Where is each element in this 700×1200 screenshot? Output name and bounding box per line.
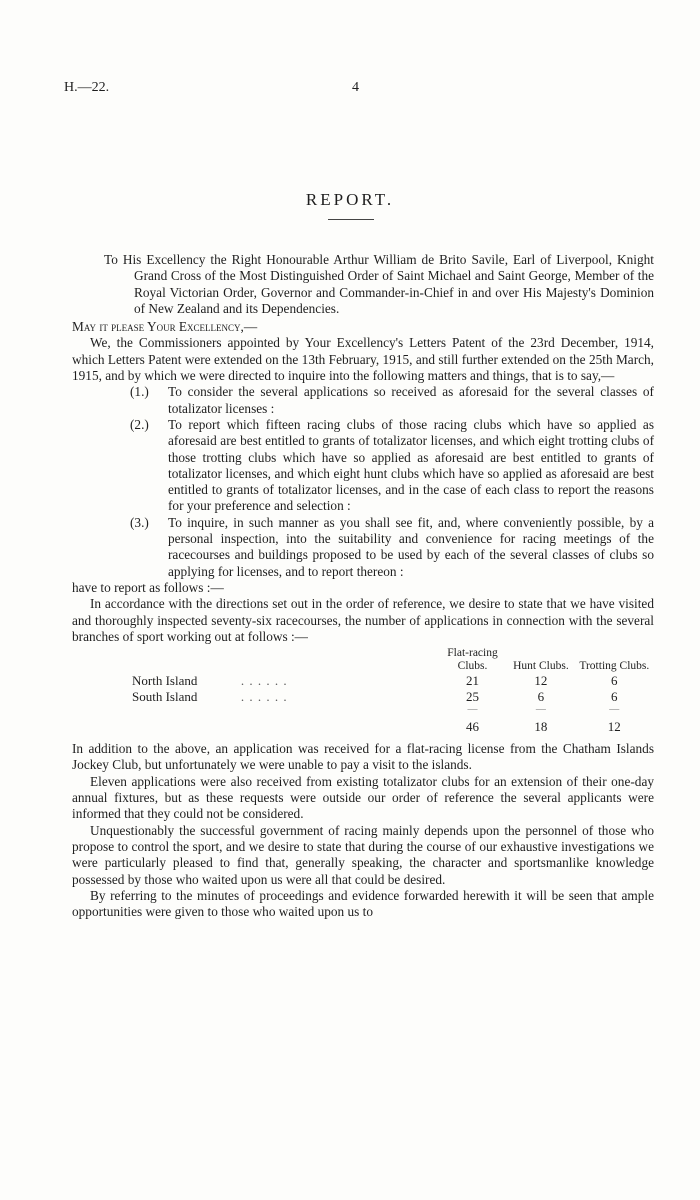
intro-paragraph: We, the Commissioners appointed by Your Excellency's Letters Patent of the 23rd December, 1914, which Letters Patent were extended on the 13th February, 1915, and still further extended on the 25th March, 1915, and by which we were directed to inquire into the following matters and things, that is to say,— <box>72 335 654 384</box>
list-item-number: (2.) <box>130 416 149 432</box>
address-paragraph: To His Excellency the Right Honourable Arthur William de Brito Savile, Earl of Liverpool, Knight Grand Cross of the Most Distinguished Order of Saint Michael and Saint George, Member of the Royal Victorian Order, Governor and Commander-in-Chief in and over His Majesty's Dominion of New Zealand and its Dependencies. <box>104 252 654 316</box>
table-row <box>132 689 654 705</box>
total-trotting: 12 <box>607 719 621 735</box>
leader-dots: . . . . . . <box>240 689 288 705</box>
title-rule <box>328 219 374 220</box>
unquestionably-paragraph: Unquestionably the successful government of racing mainly depends upon the personnel of those who propose to control the sport, and we desire to state that during the course of our exhaustive investigations we were particularly pleased to find that, generally speaking, the character and sportsmanlike knowledge possessed by those who waited upon us were all that could be desired. <box>72 822 654 887</box>
page-number: 4 <box>352 80 359 95</box>
report-body <box>72 252 654 920</box>
header-hunt: Hunt Clubs. <box>513 660 569 673</box>
referring-paragraph: By referring to the minutes of proceedings and evidence forwarded herewith it will be seen that ample opportunities were given to those who waited upon us to <box>72 887 654 920</box>
report-follows: have to report as follows :— <box>72 579 224 595</box>
row-label: South Island <box>132 689 198 705</box>
page-reference: H.—22. <box>64 80 110 95</box>
header-trotting: Trotting Clubs. <box>579 660 650 673</box>
total-flat-racing: 46 <box>466 719 480 735</box>
cell-flat-racing: 21 <box>466 673 480 689</box>
table-row <box>132 673 654 689</box>
leader-dots: . . . . . . <box>240 673 288 689</box>
list-item-text: To consider the several applications so received as aforesaid for the several classes of totalizator licenses : <box>168 384 654 416</box>
list-item-text: To report which fifteen racing clubs of those racing clubs which have so applied as aforesaid are best entitled to grants of totalizator licenses, and which eight trotting clubs of those trotting clubs which have so applied as aforesaid are best entitled to grants of totalizator licenses, and which eight hunt clubs which have so applied as aforesaid are best entitled to grants of totalizator licenses, and in the case of each class to report the reasons for your preference and selection : <box>168 416 654 514</box>
row-label: North Island <box>132 673 198 689</box>
cell-flat-racing: 25 <box>466 689 480 705</box>
report-title: REPORT. <box>305 190 395 209</box>
list-item <box>130 384 654 417</box>
table-sum-rule: — — — <box>467 704 620 716</box>
list-item <box>130 417 654 515</box>
cell-hunt: 6 <box>537 689 545 705</box>
eleven-applications-paragraph: Eleven applications were also received from existing totalizator clubs for an extension of their one-day annual fixtures, but as these requests were outside our order of reference the several applicants were informed that they could not be considered. <box>72 773 654 822</box>
cell-trotting: 6 <box>611 689 618 705</box>
cell-hunt: 12 <box>534 673 548 689</box>
accordance-paragraph: In accordance with the directions set out in the order of reference, we desire to state that we have visited and thoroughly inspected seventy-six racecourses, the number of applications in connection with the several branches of sport working out at follows :— <box>72 596 654 644</box>
salutation: May it please Your Excellency,— <box>72 319 258 335</box>
header-flat-racing: Flat-racing Clubs. <box>447 647 498 673</box>
total-hunt: 18 <box>534 719 548 735</box>
list-item-number: (3.) <box>130 514 149 530</box>
cell-trotting: 6 <box>611 673 618 689</box>
list-item-text: To inquire, in such manner as you shall see fit, and, where conveniently possible, by a personal inspection, into the suitability and convenience for racing meetings of the racecourses and buildings proposed to be used by each of the several classes of clubs so applying for licenses, and to report thereon : <box>168 514 654 579</box>
list-item <box>130 515 654 580</box>
addition-paragraph: In addition to the above, an application was received for a flat-racing license from the Chatham Islands Jockey Club, but unfortunately we were unable to pay a visit to the islands. <box>72 741 654 773</box>
applications-table <box>132 647 654 735</box>
table-header-row <box>132 647 654 673</box>
table-totals-row <box>132 715 654 735</box>
list-item-number: (1.) <box>130 384 149 400</box>
